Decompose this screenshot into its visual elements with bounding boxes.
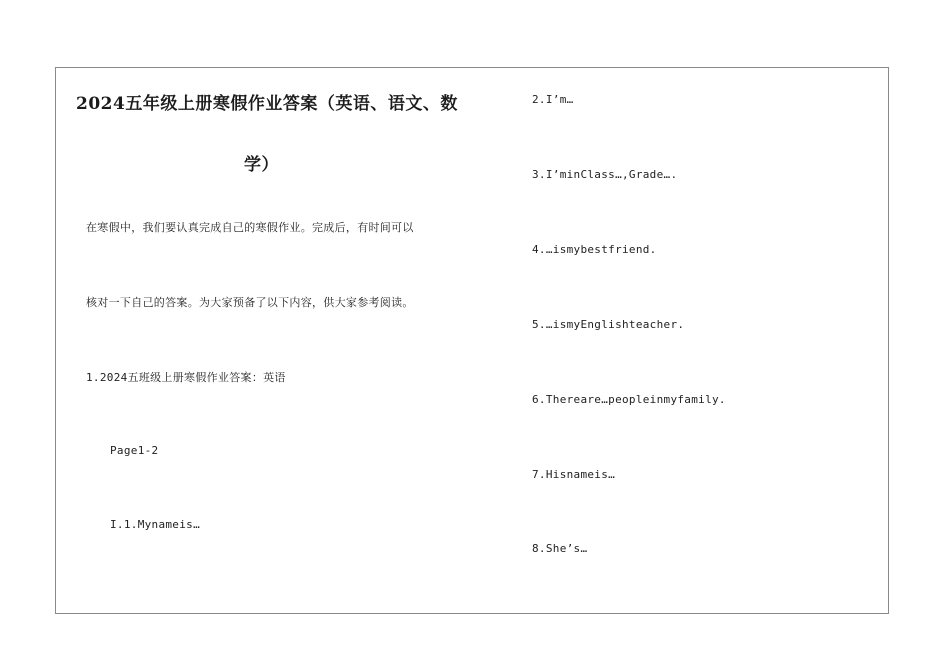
page-reference: Page1-2 (110, 444, 159, 457)
answer-item-7: 7.Hisnameis… (532, 468, 616, 481)
page-frame (55, 67, 889, 614)
answer-item-4: 4.…ismybestfriend. (532, 243, 657, 256)
answer-item-1: I.1.Mynameis… (110, 518, 200, 531)
intro-paragraph-line-1: 在寒假中，我们要认真完成自己的寒假作业。完成后，有时间可以 (86, 221, 414, 234)
answer-item-6: 6.Thereare…peopleinmyfamily. (532, 393, 726, 406)
answer-item-5: 5.…ismyEnglishteacher. (532, 318, 685, 331)
answer-item-2: 2.I’m… (532, 93, 574, 106)
document-title: 2024五年级上册寒假作业答案（英语、语文、数 (76, 94, 458, 114)
answer-item-3: 3.I’minClass…,Grade…. (532, 168, 678, 181)
section-heading: 1.2024五班级上册寒假作业答案：英语 (86, 371, 286, 384)
intro-paragraph-line-2: 核对一下自己的答案。为大家预备了以下内容，供大家参考阅读。 (86, 296, 414, 309)
answer-item-8: 8.She’s… (532, 542, 588, 555)
document-title-continued: 学） (244, 155, 279, 175)
